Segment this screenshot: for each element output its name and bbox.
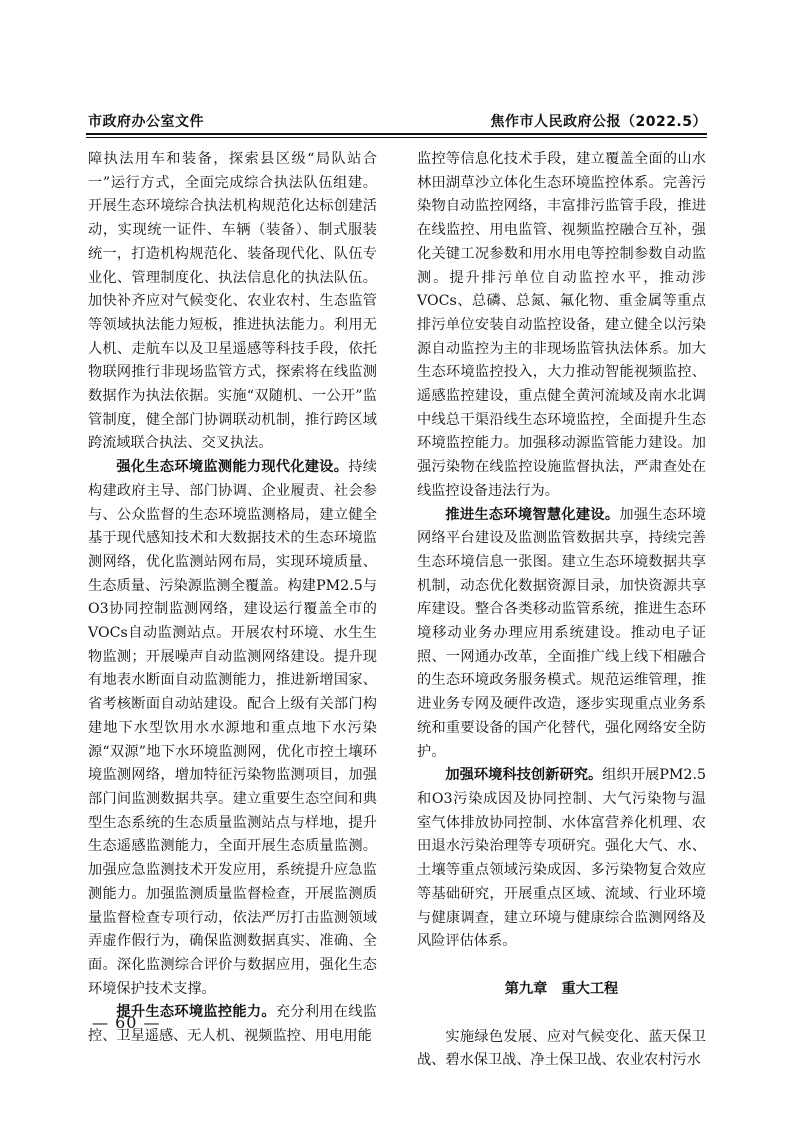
- paragraph-text: 持续构建政府主导、部门协调、企业履责、社会参与、公众监督的生态环境监测格局，建立健全基于现代感知技术和大数据技术的生态环境监测网络，优化监测站网布局，实现环境质量、生态质量、污染源监测全覆盖。构建PM2.5与O3协同控制监测网络，建设运行覆盖全市的VOCs自动监测站点。开展农村环境、水生生物监测；开展噪声自动监测网络建设。提升现有地表水断面自动监测能力，推进新增国家、省考核断面自动站建设。配合上级有关部门构建地下水型饮用水水源地和重点地下水污染源“双源”地下水环境监测网，优化市控土壤环境监测网络，增加特征污染物监测项目，加强部门间监测数据共享。建立重要生态空间和典型生态系统的生态质量监测站点与样地，提升生态遥感监测能力，全面开展生态质量监测。加强应急监测技术开发应用，系统提升应急监测能力。加强监测质量监督检查，开展监测质量监督检查专项行动，依法严厉打击监测领域弄虚作假行为，确保监测数据真实、准确、全面。深化监测综合评价与数据应用，强化生态环境保护技术支撑。: [88, 459, 377, 997]
- page-number: — 60 —: [92, 1013, 161, 1032]
- paragraph-text: 组织开展PM2.5和O3污染成因及协同控制、大气污染物与温室气体排放协同控制、水体富营养化机理、农田退水污染治理等专项研究。强化大气、水、土壤等重点领域污染成因、多污染物复合效应等基础研究，开展重点区域、流域、行业环境与健康调查，建立环境与健康综合监测网络及风险评估体系。: [417, 767, 706, 950]
- paragraph: [417, 504, 706, 765]
- paragraph-lead: 推进生态环境智慧化建设。: [445, 506, 620, 523]
- chapter-title: 第九章 重大工程: [504, 980, 619, 997]
- paragraph-lead: 加强环境科技创新研究。: [445, 767, 603, 784]
- left-column: [88, 148, 377, 1049]
- header-left-title: 市政府办公室文件: [88, 114, 204, 130]
- header-rule-thin: [86, 137, 707, 138]
- paragraph: [417, 764, 706, 954]
- header-right-title: 焦作市人民政府公报（2022.5）: [490, 114, 707, 130]
- chapter-intro: 实施绿色发展、应对气候变化、蓝天保卫战、碧水保卫战、净土保卫战、农业农村污水: [417, 1028, 706, 1069]
- paragraph: [88, 148, 377, 456]
- paragraph-text: 充分利用在线监控、卫星遥感、无人机、视频监控、用电用能: [88, 1004, 377, 1045]
- paragraph-text: 障执法用车和装备，探索县区级“局队站合一”运行方式，全面完成综合执法队伍组建。开展生态环境综合执法机构规范化达标创建活动，实现统一证件、车辆（装备）、制式服装统一，打造机构规范化、装备现代化、队伍专业化、管理制度化、执法信息化的执法队伍。加快补齐应对气候变化、农业农村、生态监管等领域执法能力短板，推进执法能力。利用无人机、走航车以及卫星遥感等科技手段，依托物联网推行非现场监管方式，探索将在线监测数据作为执法依据。实施“双随机、一公开”监管制度，健全部门协调联动机制，推行跨区域跨流域联合执法、交叉执法。: [88, 151, 377, 452]
- paragraph: [88, 456, 377, 1001]
- paragraph-lead: 提升生态环境监控能力。: [116, 1004, 276, 1021]
- paragraph: [417, 148, 706, 504]
- paragraph-text: 加强生态环境网络平台建设及监测监管数据共享，持续完善生态环境信息一张图。建立生态环境数据共享机制，动态优化数据资源目录，加快资源共享库建设。整合各类移动监管系统，推进生态环境移动业务办理应用系统建设。推动电子证照、一网通办改革，全面推广线上线下相融合的生态环境政务服务模式。规范运维管理，推进业务专网及硬件改造，逐步实现重点业务系统和重要设备的国产化替代，强化网络安全防护。: [417, 506, 706, 760]
- paragraph-lead: 强化生态环境监测能力现代化建设。: [116, 459, 349, 476]
- header-rule: [86, 133, 707, 135]
- right-column: [417, 148, 706, 1073]
- paragraph-text: 监控等信息化技术手段，建立覆盖全面的山水林田湖草沙立体化生态环境监控体系。完善污染物自动监控网络，丰富排污监管手段，推进在线监控、用电监管、视频监控融合互补，强化关键工况参数和用水用电等控制参数自动监测。提升排污单位自动监控水平，推动涉VOCs、总磷、总氮、氟化物、重金属等重点排污单位安装自动监控设备，建立健全以污染源自动监控为主的非现场监管执法体系。加大生态环境监控投入，大力推动智能视频监控、遥感监控建设，重点健全黄河流域及南水北调中线总干渠沿线生态环境监控，全面提升生态环境监控能力。加强移动源监管能力建设。加强污染物在线监控设施监督执法，严肃查处在线监控设备违法行为。: [417, 151, 706, 499]
